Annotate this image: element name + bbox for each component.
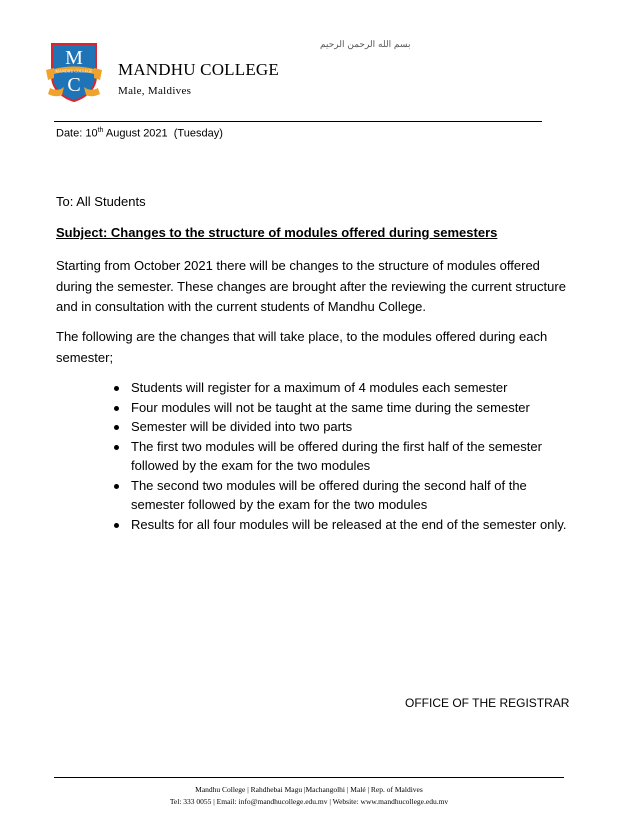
list-item bbox=[112, 417, 572, 437]
list-item bbox=[112, 398, 572, 418]
date-ordinal: th bbox=[97, 127, 104, 134]
list-item bbox=[112, 378, 572, 398]
shield-crest-icon bbox=[44, 40, 104, 102]
list-item-text: The first two modules will be offered during the first half of the semester followed by the exam for the two modules bbox=[131, 438, 542, 473]
changes-intro-paragraph: The following are the changes that will take place, to the modules offered during each semester; bbox=[56, 329, 548, 365]
list-item bbox=[112, 476, 572, 515]
list-item-text: Semester will be divided into two parts bbox=[131, 419, 353, 434]
signoff-office: OFFICE OF THE REGISTRAR bbox=[405, 696, 570, 710]
date-prefix: Date: 10 bbox=[56, 127, 98, 140]
logo-letter-m: M bbox=[65, 47, 83, 69]
bullet-icon bbox=[114, 523, 119, 528]
subject-line: Subject: Changes to the structure of modules offered during semesters bbox=[56, 225, 498, 240]
footer-address: Mandhu College | Rahdhebai Magu |Machangolhi | Malé | Rep. of Maldives bbox=[195, 785, 423, 794]
footer-contact: Tel: 333 0055 | Email: info@mandhucollege.edu.mv | Website: www.mandhucollege.edu.mv bbox=[169, 797, 449, 806]
bullet-icon bbox=[114, 445, 119, 450]
list-item-text: Students will register for a maximum of 4 modules each semester bbox=[131, 380, 508, 395]
logo-banner-text: MANDHU COLLEGE bbox=[55, 68, 93, 74]
letter-date bbox=[56, 127, 223, 140]
college-logo bbox=[44, 40, 104, 102]
college-name: MANDHU COLLEGE bbox=[118, 60, 279, 79]
bullet-icon bbox=[114, 484, 119, 489]
list-item bbox=[112, 515, 572, 535]
changes-list bbox=[112, 378, 572, 534]
footer-divider bbox=[54, 777, 564, 778]
list-item bbox=[112, 437, 572, 476]
bullet-icon bbox=[114, 425, 119, 430]
recipient-line: To: All Students bbox=[56, 194, 146, 209]
list-item-text: Results for all four modules will be released at the end of the semester only. bbox=[131, 516, 567, 532]
list-item-text: Four modules will not be taught at the same time during the semester bbox=[131, 399, 530, 415]
bullet-icon bbox=[114, 386, 119, 391]
date-suffix: August 2021 (Tuesday) bbox=[103, 127, 223, 140]
list-item-text: The second two modules will be offered during the second half of the semester followed by the exam for the two modules bbox=[131, 477, 527, 512]
logo-letter-c: C bbox=[67, 74, 81, 96]
bismillah-calligraphy: بسم الله الرحمن الرحيم bbox=[320, 40, 411, 50]
bullet-icon bbox=[114, 406, 119, 411]
intro-paragraph: Starting from October 2021 there will be changes to the structure of modules offered during the semester. These changes are brought after the reviewing the current structure and in consultation with the current students of Mandhu College. bbox=[56, 258, 566, 314]
college-location: Male, Maldives bbox=[118, 85, 192, 97]
header-divider bbox=[54, 121, 542, 122]
